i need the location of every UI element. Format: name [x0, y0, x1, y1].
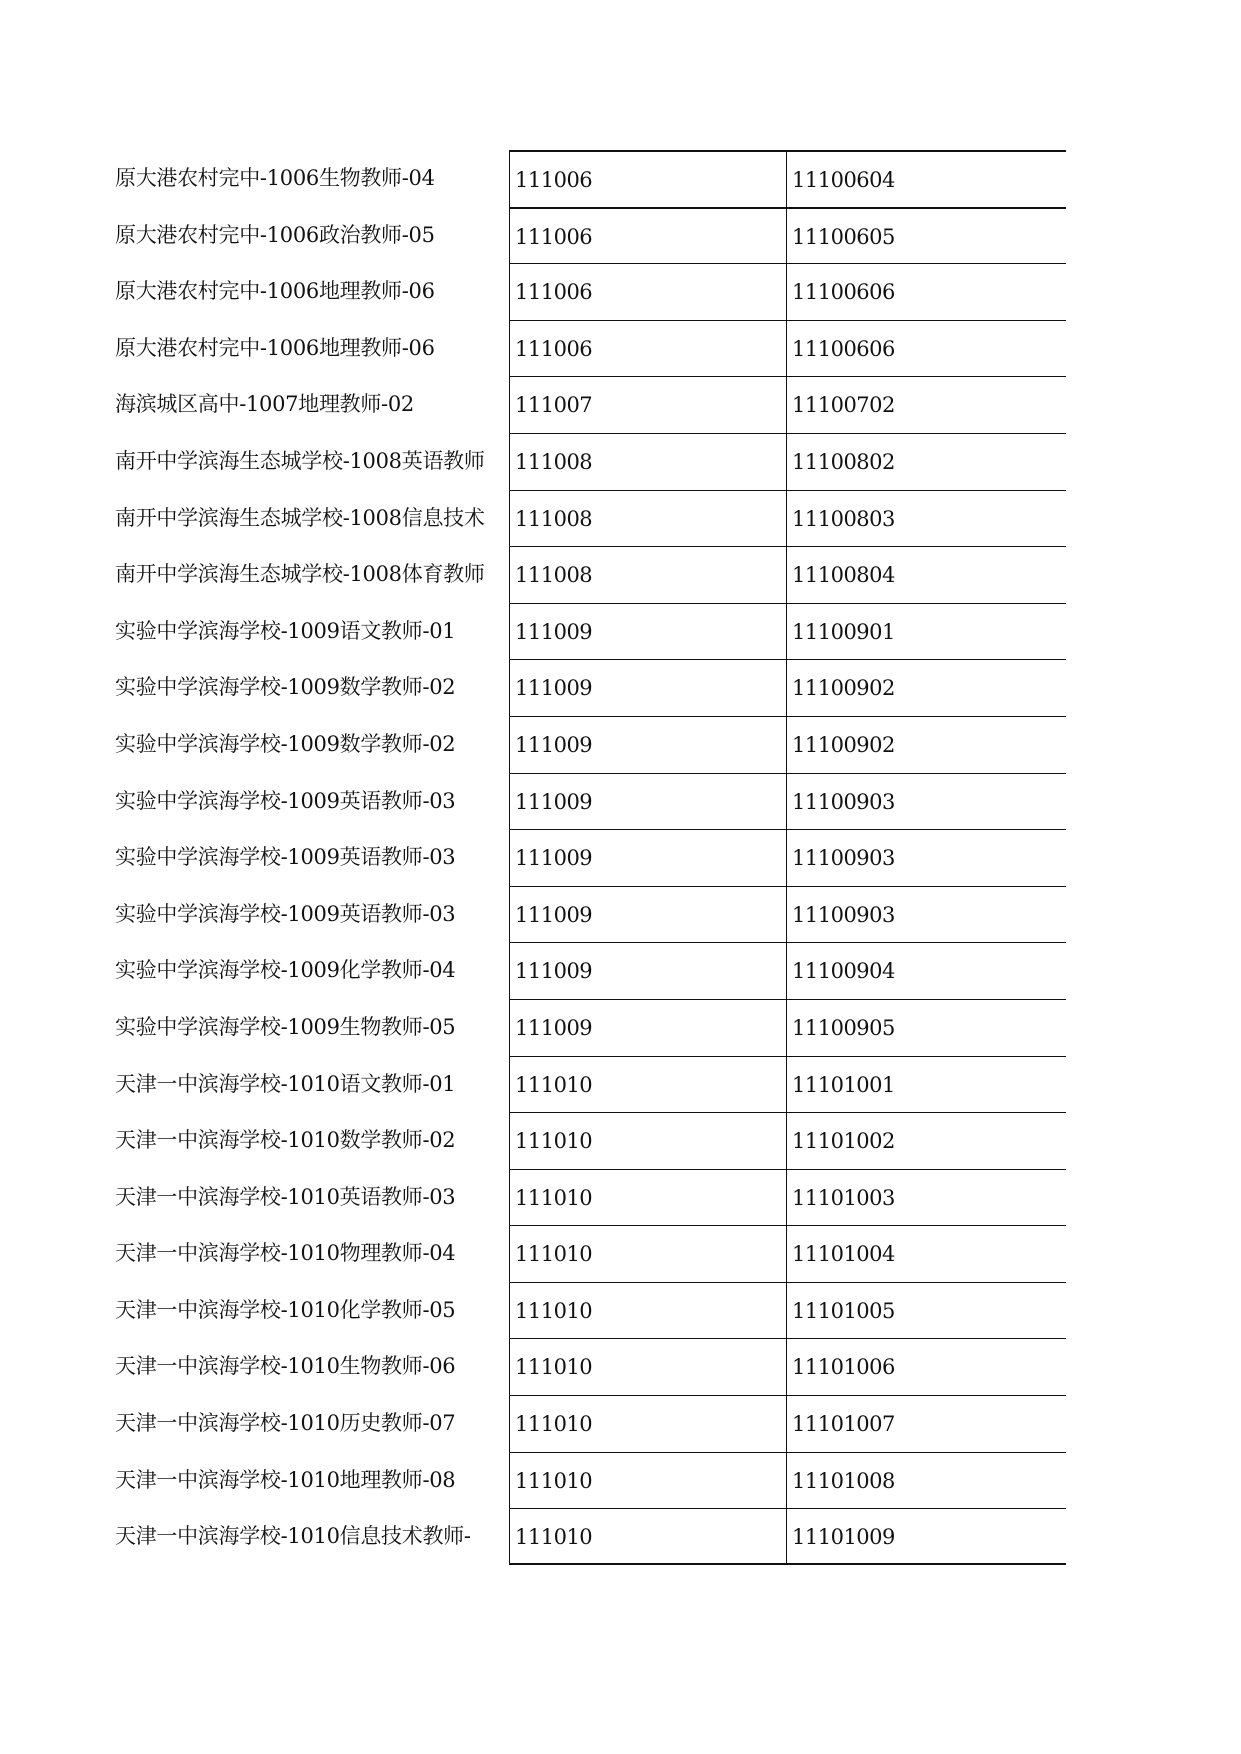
position-name-cell: 实验中学滨海学校-1009语文教师-01 — [115, 618, 456, 643]
position-name-cell: 天津一中滨海学校-1010生物教师-06 — [115, 1354, 456, 1379]
position-code-cell: 11100804 — [787, 546, 1066, 603]
unit-code-cell: 111009 — [509, 716, 787, 773]
position-name-cell: 实验中学滨海学校-1009生物教师-05 — [115, 1014, 456, 1039]
unit-code-cell: 111009 — [509, 603, 787, 660]
position-code-cell: 11100903 — [787, 829, 1066, 886]
position-name-cell: 南开中学滨海生态城学校-1008信息技术 — [115, 505, 485, 530]
table-row — [0, 1452, 1241, 1509]
unit-code-cell: 111008 — [509, 546, 787, 603]
table-row — [0, 1338, 1241, 1395]
position-code-cell: 11100902 — [787, 716, 1066, 773]
table-row — [0, 716, 1241, 773]
position-name-cell: 天津一中滨海学校-1010地理教师-08 — [115, 1467, 456, 1492]
table-row — [0, 886, 1241, 943]
position-code-cell: 11100606 — [787, 320, 1066, 377]
unit-code-cell: 111008 — [509, 433, 787, 490]
position-name-cell: 南开中学滨海生态城学校-1008英语教师 — [115, 448, 485, 473]
unit-code-cell: 111009 — [509, 829, 787, 886]
position-name-cell: 实验中学滨海学校-1009化学教师-04 — [115, 958, 456, 983]
table-row — [0, 1225, 1241, 1282]
unit-code-cell: 111010 — [509, 1112, 787, 1169]
position-name-cell: 天津一中滨海学校-1010物理教师-04 — [115, 1241, 456, 1266]
position-code-cell: 11100605 — [787, 207, 1066, 264]
table-row — [0, 773, 1241, 830]
unit-code-cell: 111006 — [509, 263, 787, 320]
unit-code-cell: 111008 — [509, 490, 787, 547]
position-code-cell: 11100903 — [787, 773, 1066, 830]
position-name-cell: 原大港农村完中-1006生物教师-04 — [115, 166, 435, 190]
table-row — [0, 1112, 1241, 1169]
unit-code-cell: 111010 — [509, 1282, 787, 1339]
position-name-cell: 原大港农村完中-1006地理教师-06 — [115, 335, 435, 360]
position-name-cell: 天津一中滨海学校-1010信息技术教师- — [115, 1524, 471, 1549]
table-row — [0, 942, 1241, 999]
unit-code-cell: 111010 — [509, 1452, 787, 1509]
table-row — [0, 1395, 1241, 1452]
table-row — [0, 150, 1241, 207]
table-row — [0, 263, 1241, 320]
table-row — [0, 1282, 1241, 1339]
table-row — [0, 376, 1241, 433]
position-name-cell: 原大港农村完中-1006政治教师-05 — [115, 222, 435, 247]
unit-code-cell: 111006 — [509, 320, 787, 377]
spreadsheet-page — [0, 150, 1241, 1565]
position-code-cell: 11101009 — [787, 1508, 1066, 1565]
unit-code-cell: 111009 — [509, 999, 787, 1056]
position-name-cell: 海滨城区高中-1007地理教师-02 — [115, 392, 414, 417]
position-name-cell: 天津一中滨海学校-1010语文教师-01 — [115, 1071, 456, 1096]
table-row — [0, 829, 1241, 886]
position-name-cell: 实验中学滨海学校-1009英语教师-03 — [115, 901, 456, 926]
unit-code-cell: 111010 — [509, 1395, 787, 1452]
position-name-cell: 南开中学滨海生态城学校-1008体育教师 — [115, 562, 485, 587]
unit-code-cell: 111009 — [509, 886, 787, 943]
unit-code-cell: 111007 — [509, 376, 787, 433]
position-name-cell: 天津一中滨海学校-1010英语教师-03 — [115, 1184, 456, 1209]
position-code-cell: 11101002 — [787, 1112, 1066, 1169]
unit-code-cell: 111010 — [509, 1338, 787, 1395]
position-name-cell: 天津一中滨海学校-1010数学教师-02 — [115, 1128, 456, 1153]
unit-code-cell: 111010 — [509, 1169, 787, 1226]
table-row — [0, 490, 1241, 547]
position-code-cell: 11101003 — [787, 1169, 1066, 1226]
unit-code-cell: 111009 — [509, 773, 787, 830]
position-name-cell: 天津一中滨海学校-1010化学教师-05 — [115, 1297, 456, 1322]
position-code-cell: 11101005 — [787, 1282, 1066, 1339]
position-name-cell: 实验中学滨海学校-1009英语教师-03 — [115, 845, 456, 870]
table-row — [0, 433, 1241, 490]
position-code-cell: 11101006 — [787, 1338, 1066, 1395]
table-row — [0, 1169, 1241, 1226]
position-code-cell: 11100802 — [787, 433, 1066, 490]
position-code-cell: 11100702 — [787, 376, 1066, 433]
position-code-cell: 11101007 — [787, 1395, 1066, 1452]
table-row — [0, 603, 1241, 660]
position-code-cell: 11100902 — [787, 659, 1066, 716]
unit-code-cell: 111010 — [509, 1508, 787, 1565]
position-code-cell: 11101004 — [787, 1225, 1066, 1282]
unit-code-cell: 111006 — [509, 150, 787, 207]
unit-code-cell: 111010 — [509, 1225, 787, 1282]
table-row — [0, 1056, 1241, 1113]
table-row — [0, 999, 1241, 1056]
table-row — [0, 1508, 1241, 1565]
position-code-cell: 11100904 — [787, 942, 1066, 999]
position-code-cell: 11100604 — [787, 150, 1066, 207]
position-code-cell: 11100901 — [787, 603, 1066, 660]
table-row — [0, 659, 1241, 716]
table-row — [0, 546, 1241, 603]
position-code-cell: 11101008 — [787, 1452, 1066, 1509]
position-name-cell: 原大港农村完中-1006地理教师-06 — [115, 279, 435, 304]
position-name-cell: 实验中学滨海学校-1009数学教师-02 — [115, 675, 456, 700]
position-code-cell: 11100903 — [787, 886, 1066, 943]
unit-code-cell: 111009 — [509, 942, 787, 999]
unit-code-cell: 111009 — [509, 659, 787, 716]
unit-code-cell: 111010 — [509, 1056, 787, 1113]
position-code-cell: 11101001 — [787, 1056, 1066, 1113]
position-name-cell: 天津一中滨海学校-1010历史教师-07 — [115, 1411, 456, 1436]
unit-code-cell: 111006 — [509, 207, 787, 264]
position-code-cell: 11100905 — [787, 999, 1066, 1056]
position-code-cell: 11100606 — [787, 263, 1066, 320]
position-name-cell: 实验中学滨海学校-1009英语教师-03 — [115, 788, 456, 813]
position-code-cell: 11100803 — [787, 490, 1066, 547]
table-row — [0, 207, 1241, 264]
table-row — [0, 320, 1241, 377]
position-name-cell: 实验中学滨海学校-1009数学教师-02 — [115, 731, 456, 756]
